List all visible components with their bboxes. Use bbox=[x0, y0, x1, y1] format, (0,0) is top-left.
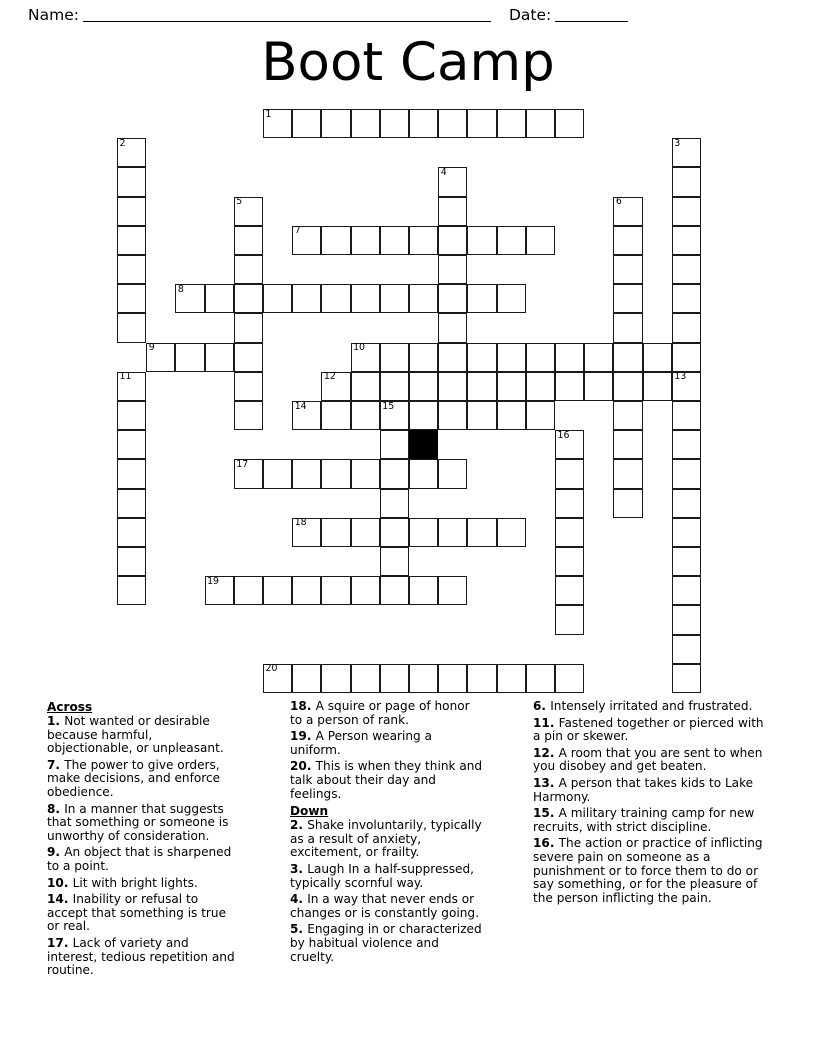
clue-across-10 bbox=[47, 877, 241, 891]
clue-number: 19. bbox=[290, 729, 316, 744]
grid-cell[interactable] bbox=[672, 635, 701, 664]
grid-cell[interactable] bbox=[497, 664, 526, 693]
grid-cell-numbered[interactable] bbox=[117, 138, 146, 167]
grid-cell[interactable] bbox=[497, 518, 526, 547]
grid-cell-numbered[interactable] bbox=[146, 343, 175, 372]
clue-number: 13. bbox=[533, 775, 559, 790]
grid-cell[interactable] bbox=[351, 459, 380, 488]
grid-cell[interactable] bbox=[555, 547, 584, 576]
grid-cell[interactable] bbox=[351, 664, 380, 693]
grid-cell[interactable] bbox=[292, 284, 321, 313]
grid-cell[interactable] bbox=[351, 401, 380, 430]
grid-cell-number: 1 bbox=[265, 108, 272, 120]
grid-cell[interactable] bbox=[555, 343, 584, 372]
across-clues-part-1 bbox=[47, 715, 241, 978]
clue-across-14 bbox=[47, 893, 241, 934]
grid-cell[interactable] bbox=[117, 197, 146, 226]
grid-cell[interactable] bbox=[526, 664, 555, 693]
grid-cell[interactable] bbox=[117, 313, 146, 342]
grid-cell[interactable] bbox=[117, 459, 146, 488]
grid-cell[interactable] bbox=[555, 605, 584, 634]
grid-cell[interactable] bbox=[555, 109, 584, 138]
grid-cell-number: 7 bbox=[294, 225, 301, 237]
grid-cell[interactable] bbox=[234, 226, 263, 255]
grid-cell[interactable] bbox=[613, 255, 642, 284]
grid-cell[interactable] bbox=[321, 459, 350, 488]
grid-cell[interactable] bbox=[438, 226, 467, 255]
clue-number: 3. bbox=[290, 861, 308, 876]
grid-cell-numbered[interactable] bbox=[205, 576, 234, 605]
grid-cell[interactable] bbox=[409, 284, 438, 313]
name-date-header bbox=[0, 0, 816, 30]
grid-cell-number: 13 bbox=[674, 371, 687, 383]
grid-cell[interactable] bbox=[409, 372, 438, 401]
grid-cell[interactable] bbox=[467, 664, 496, 693]
grid-cell[interactable] bbox=[380, 430, 409, 459]
grid-cell-number: 11 bbox=[119, 371, 132, 383]
grid-cell[interactable] bbox=[526, 109, 555, 138]
grid-cell-numbered[interactable] bbox=[613, 197, 642, 226]
grid-cell[interactable] bbox=[672, 430, 701, 459]
grid-cell[interactable] bbox=[613, 372, 642, 401]
clue-down-15 bbox=[533, 807, 765, 834]
grid-cell[interactable] bbox=[555, 576, 584, 605]
grid-cell[interactable] bbox=[380, 576, 409, 605]
grid-cell[interactable] bbox=[351, 372, 380, 401]
clue-number: 8. bbox=[47, 801, 65, 816]
grid-cell[interactable] bbox=[497, 284, 526, 313]
grid-cell[interactable] bbox=[409, 664, 438, 693]
grid-cell-number: 2 bbox=[119, 137, 126, 149]
grid-cell[interactable] bbox=[526, 343, 555, 372]
grid-cell[interactable] bbox=[117, 284, 146, 313]
grid-cell-number: 12 bbox=[323, 371, 336, 383]
grid-cell[interactable] bbox=[234, 313, 263, 342]
grid-cell[interactable] bbox=[117, 576, 146, 605]
grid-cell[interactable] bbox=[467, 401, 496, 430]
clue-column-1 bbox=[0, 700, 250, 981]
clue-down-4 bbox=[290, 893, 484, 920]
grid-cell[interactable] bbox=[555, 518, 584, 547]
grid-cell[interactable] bbox=[438, 255, 467, 284]
grid-cell-numbered[interactable] bbox=[380, 401, 409, 430]
grid-cell[interactable] bbox=[467, 343, 496, 372]
grid-cell[interactable] bbox=[497, 109, 526, 138]
grid-cell[interactable] bbox=[380, 664, 409, 693]
grid-cell[interactable] bbox=[351, 518, 380, 547]
grid-cell[interactable] bbox=[292, 664, 321, 693]
clue-number: 9. bbox=[47, 845, 65, 860]
grid-cell[interactable] bbox=[409, 343, 438, 372]
clue-down-11 bbox=[533, 717, 765, 744]
grid-cell[interactable] bbox=[672, 664, 701, 693]
grid-cell[interactable] bbox=[497, 343, 526, 372]
grid-cell-numbered[interactable] bbox=[351, 343, 380, 372]
grid-cell[interactable] bbox=[613, 489, 642, 518]
grid-cell[interactable] bbox=[672, 576, 701, 605]
grid-cell-number: 15 bbox=[382, 400, 395, 412]
clue-number: 14. bbox=[47, 892, 73, 907]
grid-cell-number: 5 bbox=[236, 196, 243, 208]
page-title: Boot Camp bbox=[261, 32, 555, 93]
grid-cell[interactable] bbox=[351, 576, 380, 605]
clue-across-17 bbox=[47, 937, 241, 978]
grid-cell[interactable] bbox=[467, 226, 496, 255]
grid-cell[interactable] bbox=[351, 284, 380, 313]
down-clues-part-1 bbox=[290, 819, 484, 964]
grid-cell[interactable] bbox=[438, 459, 467, 488]
grid-cell[interactable] bbox=[409, 226, 438, 255]
grid-cell-numbered[interactable] bbox=[672, 372, 701, 401]
grid-cell[interactable] bbox=[613, 226, 642, 255]
clue-number: 18. bbox=[290, 699, 316, 713]
grid-cell[interactable] bbox=[672, 343, 701, 372]
grid-cell[interactable] bbox=[438, 664, 467, 693]
grid-cell[interactable] bbox=[380, 489, 409, 518]
grid-cell[interactable] bbox=[438, 518, 467, 547]
grid-cell[interactable] bbox=[613, 459, 642, 488]
grid-cell[interactable] bbox=[205, 284, 234, 313]
clue-across-19 bbox=[290, 730, 484, 757]
grid-cell-number: 4 bbox=[440, 166, 447, 178]
clue-number: 20. bbox=[290, 759, 316, 774]
clue-text: An object that is sharpened to a point. bbox=[47, 845, 232, 873]
grid-cell[interactable] bbox=[438, 343, 467, 372]
grid-cell[interactable] bbox=[438, 197, 467, 226]
grid-cell[interactable] bbox=[234, 576, 263, 605]
grid-cell[interactable] bbox=[555, 372, 584, 401]
grid-cell-numbered[interactable] bbox=[263, 664, 292, 693]
clue-text: Lit with bright lights. bbox=[72, 875, 198, 890]
down-heading: Down bbox=[290, 804, 329, 819]
grid-cell[interactable] bbox=[497, 226, 526, 255]
grid-cell-numbered[interactable] bbox=[555, 430, 584, 459]
grid-cell[interactable] bbox=[467, 518, 496, 547]
date-label: Date: bbox=[508, 6, 552, 24]
grid-cell[interactable] bbox=[409, 576, 438, 605]
grid-cell-numbered[interactable] bbox=[292, 401, 321, 430]
clue-across-9 bbox=[47, 846, 241, 873]
grid-cell[interactable] bbox=[117, 401, 146, 430]
clue-down-13 bbox=[533, 777, 765, 804]
grid-cell[interactable] bbox=[672, 197, 701, 226]
clue-text: Fastened together or pierced with a pin or skewer. bbox=[533, 715, 764, 744]
grid-cell-numbered[interactable] bbox=[672, 138, 701, 167]
clue-text: Lack of variety and interest, tedious repetition and routine. bbox=[47, 935, 235, 978]
clue-number: 4. bbox=[290, 892, 308, 907]
grid-cell[interactable] bbox=[467, 372, 496, 401]
grid-cell[interactable] bbox=[613, 313, 642, 342]
grid-cell-numbered[interactable] bbox=[321, 372, 350, 401]
grid-cell[interactable] bbox=[409, 518, 438, 547]
grid-cell-numbered[interactable] bbox=[234, 197, 263, 226]
clue-across-1 bbox=[47, 715, 241, 756]
clue-number: 16. bbox=[533, 836, 559, 851]
grid-cell[interactable] bbox=[321, 109, 350, 138]
grid-cell-numbered[interactable] bbox=[292, 518, 321, 547]
clue-number: 15. bbox=[533, 806, 559, 821]
grid-cell-number: 6 bbox=[615, 196, 622, 208]
grid-cell[interactable] bbox=[380, 372, 409, 401]
grid-cell[interactable] bbox=[263, 459, 292, 488]
clue-across-18 bbox=[290, 700, 484, 727]
grid-cell[interactable] bbox=[205, 343, 234, 372]
grid-cell[interactable] bbox=[672, 459, 701, 488]
clue-down-5 bbox=[290, 923, 484, 964]
grid-cell-numbered[interactable] bbox=[234, 459, 263, 488]
grid-cell[interactable] bbox=[438, 576, 467, 605]
clue-text: Laugh In a half-suppressed, typically scornful way. bbox=[290, 861, 474, 890]
grid-cell[interactable] bbox=[117, 255, 146, 284]
grid-cell-number: 14 bbox=[294, 400, 307, 412]
grid-cell[interactable] bbox=[526, 226, 555, 255]
clue-text: Intensely irritated and frustrated. bbox=[550, 699, 753, 713]
down-clues-part-2 bbox=[533, 700, 765, 905]
grid-cell[interactable] bbox=[438, 109, 467, 138]
clue-text: A Person wearing a uniform. bbox=[290, 729, 432, 757]
clue-text: Inability or refusal to accept that something is true or real. bbox=[47, 892, 227, 934]
grid-cell[interactable] bbox=[351, 109, 380, 138]
grid-cell[interactable] bbox=[321, 576, 350, 605]
grid-cell-number: 18 bbox=[294, 517, 307, 529]
grid-cell[interactable] bbox=[117, 489, 146, 518]
grid-cell[interactable] bbox=[380, 518, 409, 547]
date-write-in-line[interactable] bbox=[555, 8, 628, 22]
grid-cell-number: 8 bbox=[177, 283, 184, 295]
grid-cell[interactable] bbox=[351, 226, 380, 255]
grid-cell[interactable] bbox=[117, 226, 146, 255]
clue-text: Shake involuntarily, typically as a result of anxiety, excitement, or frailty. bbox=[290, 818, 482, 860]
clue-text: In a manner that suggests that something or someone is unworthy of consideration. bbox=[47, 801, 229, 843]
clue-text: A room that you are sent to when you disobey and get beaten. bbox=[533, 745, 763, 774]
grid-cell-number: 3 bbox=[674, 137, 681, 149]
grid-cell[interactable] bbox=[526, 372, 555, 401]
clue-number: 1. bbox=[47, 714, 65, 728]
clue-number: 5. bbox=[290, 922, 308, 937]
clue-across-7 bbox=[47, 759, 241, 800]
grid-cell-number: 10 bbox=[353, 342, 366, 354]
grid-cell[interactable] bbox=[380, 109, 409, 138]
grid-cell[interactable] bbox=[409, 109, 438, 138]
clue-text: A squire or page of honor to a person of rank. bbox=[290, 699, 470, 727]
grid-cell[interactable] bbox=[117, 430, 146, 459]
grid-cell[interactable] bbox=[672, 518, 701, 547]
clue-text: A person that takes kids to Lake Harmony. bbox=[533, 775, 754, 804]
clue-text: This is when they think and talk about their day and feelings. bbox=[290, 759, 483, 801]
grid-cell[interactable] bbox=[234, 284, 263, 313]
grid-cell[interactable] bbox=[643, 372, 672, 401]
grid-cell-number: 19 bbox=[207, 575, 220, 587]
grid-cell[interactable] bbox=[613, 343, 642, 372]
grid-cell[interactable] bbox=[613, 430, 642, 459]
clue-text: A military training camp for new recruits, with strict discipline. bbox=[533, 806, 755, 834]
grid-cell[interactable] bbox=[292, 576, 321, 605]
grid-cell[interactable] bbox=[380, 459, 409, 488]
clue-column-3 bbox=[493, 700, 793, 908]
grid-cell[interactable] bbox=[380, 226, 409, 255]
clue-column-2 bbox=[250, 700, 493, 967]
grid-cell[interactable] bbox=[672, 313, 701, 342]
grid-cell[interactable] bbox=[438, 372, 467, 401]
clue-number: 17. bbox=[47, 935, 73, 950]
grid-cell[interactable] bbox=[526, 401, 555, 430]
grid-cell[interactable] bbox=[497, 401, 526, 430]
clue-down-6 bbox=[533, 700, 765, 714]
grid-cell[interactable] bbox=[409, 459, 438, 488]
grid-cell[interactable] bbox=[321, 401, 350, 430]
clue-number: 11. bbox=[533, 715, 559, 730]
grid-cell[interactable] bbox=[409, 401, 438, 430]
clue-text: The action or practice of inflicting severe pain on someone as a punishment or to force them to do or say something, or for the pleasure of the person inflicting the pain. bbox=[533, 836, 763, 905]
clue-text: In a way that never ends or changes or is constantly going. bbox=[290, 892, 479, 920]
grid-cell[interactable] bbox=[292, 109, 321, 138]
grid-cell[interactable] bbox=[117, 518, 146, 547]
grid-cell[interactable] bbox=[555, 459, 584, 488]
grid-cell[interactable] bbox=[672, 284, 701, 313]
clue-number: 10. bbox=[47, 875, 73, 890]
grid-cell[interactable] bbox=[321, 226, 350, 255]
grid-cell[interactable] bbox=[467, 284, 496, 313]
grid-cell[interactable] bbox=[555, 664, 584, 693]
across-heading: Across bbox=[47, 700, 93, 714]
grid-cell[interactable] bbox=[438, 313, 467, 342]
grid-cell[interactable] bbox=[672, 226, 701, 255]
name-write-in-line[interactable] bbox=[83, 8, 491, 22]
grid-cell[interactable] bbox=[438, 401, 467, 430]
grid-cell-number: 9 bbox=[148, 342, 155, 354]
clue-down-12 bbox=[533, 747, 765, 774]
grid-cell[interactable] bbox=[321, 284, 350, 313]
grid-cell[interactable] bbox=[613, 284, 642, 313]
grid-cell[interactable] bbox=[321, 518, 350, 547]
grid-cell[interactable] bbox=[117, 547, 146, 576]
grid-cell[interactable] bbox=[672, 605, 701, 634]
grid-cell-number: 17 bbox=[236, 458, 249, 470]
grid-cell[interactable] bbox=[263, 284, 292, 313]
grid-cell-numbered[interactable] bbox=[117, 372, 146, 401]
grid-cell-numbered[interactable] bbox=[438, 167, 467, 196]
grid-cell[interactable] bbox=[672, 401, 701, 430]
clue-number: 7. bbox=[47, 757, 65, 772]
clue-lists bbox=[0, 700, 816, 981]
grid-cell[interactable] bbox=[234, 255, 263, 284]
grid-cell[interactable] bbox=[263, 576, 292, 605]
grid-cell[interactable] bbox=[380, 284, 409, 313]
grid-cell[interactable] bbox=[672, 255, 701, 284]
grid-cell[interactable] bbox=[117, 167, 146, 196]
grid-cell[interactable] bbox=[234, 343, 263, 372]
grid-cell[interactable] bbox=[380, 343, 409, 372]
grid-cell[interactable] bbox=[555, 489, 584, 518]
grid-cell[interactable] bbox=[321, 664, 350, 693]
grid-cell-number: 20 bbox=[265, 663, 278, 675]
clue-text: Engaging in or characterized by habitual violence and cruelty. bbox=[290, 922, 482, 964]
grid-cell[interactable] bbox=[584, 372, 613, 401]
grid-cell-numbered[interactable] bbox=[175, 284, 204, 313]
grid-cell[interactable] bbox=[497, 372, 526, 401]
grid-cell[interactable] bbox=[584, 343, 613, 372]
grid-cell[interactable] bbox=[467, 109, 496, 138]
grid-cell[interactable] bbox=[175, 343, 204, 372]
clue-text: Not wanted or desirable because harmful, objectionable, or unpleasant. bbox=[47, 714, 224, 756]
clue-number: 2. bbox=[290, 818, 308, 833]
clue-number: 12. bbox=[533, 745, 559, 760]
grid-cell[interactable] bbox=[672, 489, 701, 518]
clue-text: The power to give orders, make decisions, and enforce obedience. bbox=[47, 757, 221, 799]
grid-cell-numbered[interactable] bbox=[263, 109, 292, 138]
grid-cell[interactable] bbox=[613, 401, 642, 430]
clue-across-8 bbox=[47, 803, 241, 844]
name-label: Name: bbox=[28, 6, 79, 24]
grid-cell[interactable] bbox=[438, 284, 467, 313]
grid-cell[interactable] bbox=[380, 547, 409, 576]
grid-cell[interactable] bbox=[292, 459, 321, 488]
grid-cell-blocked bbox=[409, 430, 438, 459]
clue-number: 6. bbox=[533, 699, 551, 713]
grid-cell-number: 16 bbox=[557, 429, 570, 441]
clue-across-20 bbox=[290, 760, 484, 801]
grid-cell[interactable] bbox=[234, 372, 263, 401]
grid-cell[interactable] bbox=[672, 547, 701, 576]
clue-down-3 bbox=[290, 863, 484, 890]
across-clues-part-2 bbox=[290, 700, 484, 801]
clue-down-2 bbox=[290, 819, 484, 860]
grid-cell[interactable] bbox=[643, 343, 672, 372]
grid-cell[interactable] bbox=[672, 167, 701, 196]
grid-cell[interactable] bbox=[234, 401, 263, 430]
clue-down-16 bbox=[533, 837, 765, 905]
grid-cell-numbered[interactable] bbox=[292, 226, 321, 255]
